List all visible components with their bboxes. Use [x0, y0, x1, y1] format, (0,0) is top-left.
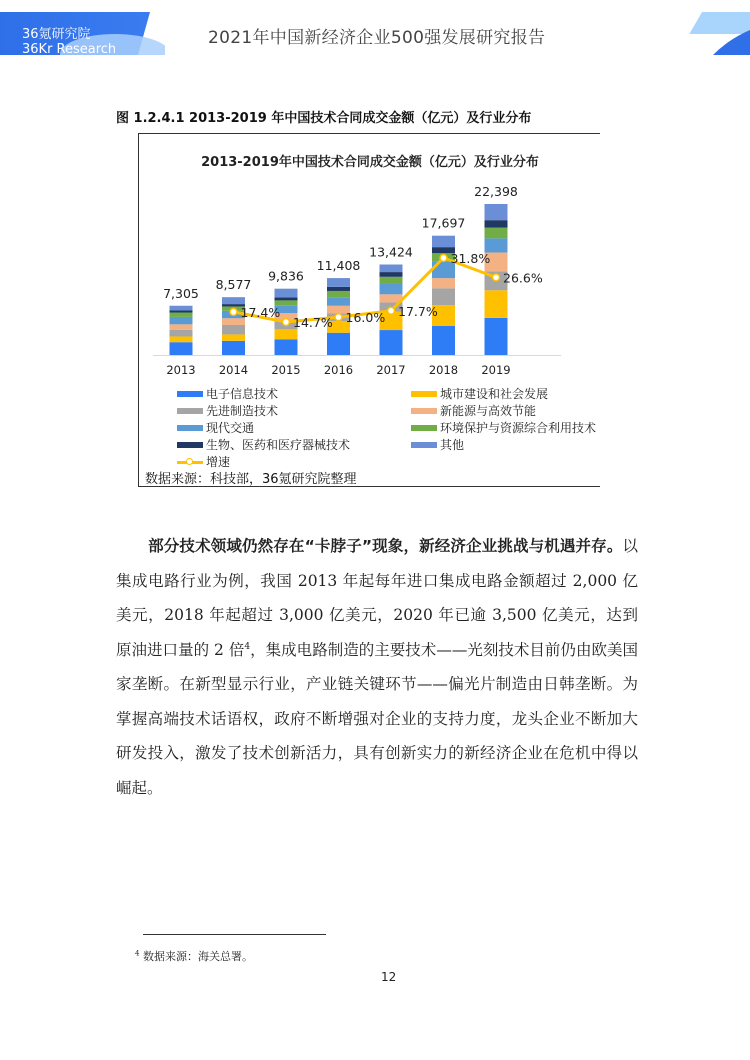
bar-segment [380, 264, 403, 272]
legend-swatch-icon [411, 442, 437, 448]
page-header [0, 0, 750, 58]
legend-label: 增速 [206, 455, 231, 469]
bar-segment [485, 220, 508, 227]
bar-segment [380, 284, 403, 295]
bar-segment [380, 330, 403, 355]
legend-item [411, 402, 536, 419]
bar-segment [432, 236, 455, 247]
bar-total-label: 13,424 [369, 244, 413, 260]
bar-segment [170, 306, 193, 311]
bar-segment [485, 290, 508, 318]
growth-point [440, 254, 447, 261]
legend-item [177, 436, 350, 453]
growth-label: 31.8% [450, 250, 491, 266]
bar-segment [222, 297, 245, 304]
logo [0, 12, 165, 55]
bar-segment [380, 277, 403, 284]
growth-point [283, 319, 290, 326]
bar-segment [327, 298, 350, 306]
bar-total-label: 8,577 [215, 277, 252, 293]
bar-total-label: 17,697 [421, 215, 466, 231]
legend-line-marker-icon [177, 457, 203, 467]
bar-segment [485, 318, 508, 355]
chart-source: 数据来源：科技部，36氪研究院整理 [145, 472, 357, 487]
bar-segment [275, 329, 298, 339]
legend-label: 先进制造技术 [206, 404, 279, 418]
footnote-text: 数据来源：海关总署。 [142, 950, 253, 963]
bar-segment [170, 324, 193, 329]
growth-point [230, 308, 237, 315]
logo-line-cn: 36氪研究院 [22, 27, 91, 42]
bar-segment [485, 228, 508, 239]
x-tick-label: 2017 [376, 363, 406, 377]
body-text-1: 以集成电路行业为例，我国 2013 年起每年进口集成电路金额超过 2,000 亿美元，2018 年起超过 3,000 亿美元，2020 年已逾 3,500 亿美元，达到原油进口量的 2 倍 [116, 537, 638, 659]
bar-segment [222, 334, 245, 340]
bar-segment [170, 336, 193, 342]
bar-segment [275, 289, 298, 298]
bar-segment [170, 330, 193, 337]
legend-swatch-icon [411, 425, 437, 431]
body-text-2: ，集成电路制造的主要技术——光刻技术目前仍由欧美国家垄断。在新型显示行业，产业链关键环节——偏光片制造由日韩垄断。为掌握高端技术话语权，政府不断增强对企业的支持力度，龙头企业不断加大研发投入，激发了技术创新活力，具有创新实力的新经济企业在危机中得以崛起。 [116, 640, 638, 797]
footnote-divider [143, 934, 326, 935]
report-title: 2021年中国新经济企业500强发展研究报告 [208, 28, 546, 48]
chart-container [138, 133, 600, 487]
legend-swatch-icon [411, 408, 437, 414]
growth-label: 16.0% [345, 310, 386, 326]
bar-segment [275, 339, 298, 355]
corner-light-shape [689, 12, 750, 34]
legend-item [411, 419, 596, 436]
growth-label: 26.6% [503, 270, 543, 286]
legend-item [177, 402, 278, 419]
legend-label: 电子信息技术 [206, 387, 279, 401]
x-tick-label: 2019 [481, 363, 511, 377]
footnote-number: 4 [135, 949, 140, 958]
legend-swatch-icon [177, 391, 203, 397]
legend-label: 环境保护与资源综合利用技术 [440, 421, 597, 435]
growth-point [388, 307, 395, 314]
bar-total-label: 11,408 [316, 258, 361, 274]
lead-sentence: 部分技术领域仍然存在“卡脖子”现象，新经济企业挑战与机遇并存。 [148, 537, 623, 555]
bar-segment [327, 287, 350, 291]
corner-decoration [688, 12, 750, 55]
figure-caption: 图 1.2.4.1 2013-2019 年中国技术合同成交金额（亿元）及行业分布 [116, 111, 532, 126]
bar-segment [275, 297, 298, 300]
bar-total-label: 22,398 [474, 184, 518, 199]
bar-segment [327, 333, 350, 355]
legend-label: 城市建设和社会发展 [440, 387, 549, 401]
growth-label: 17.4% [240, 304, 281, 320]
bar-segment [432, 288, 455, 305]
x-tick-label: 2016 [323, 363, 354, 377]
bar-segment [222, 341, 245, 355]
footnote [135, 948, 253, 964]
legend-swatch-icon [177, 425, 203, 431]
stacked-bar-chart [139, 134, 601, 384]
bar-segment [170, 317, 193, 324]
chart-title: 2013-2019年中国技术合同成交金额（亿元）及行业分布 [201, 155, 539, 170]
x-tick-label: 2018 [428, 363, 459, 377]
logo-text [22, 27, 116, 55]
bar-segment [222, 325, 245, 334]
x-tick-label: 2015 [271, 363, 301, 377]
bar-total-label: 7,305 [163, 285, 199, 301]
legend-label: 其他 [440, 438, 465, 452]
legend-item [177, 419, 254, 436]
bar-segment [170, 313, 193, 317]
growth-point [493, 274, 500, 281]
growth-label: 14.7% [293, 315, 333, 330]
legend-swatch-icon [177, 408, 203, 414]
legend-label: 新能源与高效节能 [440, 404, 537, 418]
body-paragraph [116, 529, 638, 805]
x-tick-label: 2013 [166, 363, 196, 377]
legend-item [177, 385, 278, 402]
legend-label: 生物、医药和医疗器械技术 [206, 438, 351, 452]
footnote-ref[interactable]: 4 [244, 641, 251, 652]
bar-segment [170, 342, 193, 355]
bar-segment [327, 291, 350, 298]
legend-swatch-icon [411, 391, 437, 397]
growth-label: 17.7% [398, 303, 438, 319]
legend-item [411, 385, 548, 402]
bar-segment [327, 278, 350, 287]
x-tick-label: 2014 [218, 363, 249, 377]
bar-segment [432, 278, 455, 288]
legend-item [411, 436, 464, 453]
legend-swatch-icon [177, 442, 203, 448]
legend-label: 现代交通 [206, 421, 255, 435]
bar-segment [432, 326, 455, 355]
bar-segment [485, 204, 508, 220]
bar-total-label: 9,836 [268, 268, 304, 284]
page-number: 12 [381, 970, 397, 984]
bar-segment [170, 311, 193, 313]
logo-line-en: 36Kr Research [22, 42, 117, 55]
bar-segment [380, 272, 403, 277]
growth-point [335, 314, 342, 321]
